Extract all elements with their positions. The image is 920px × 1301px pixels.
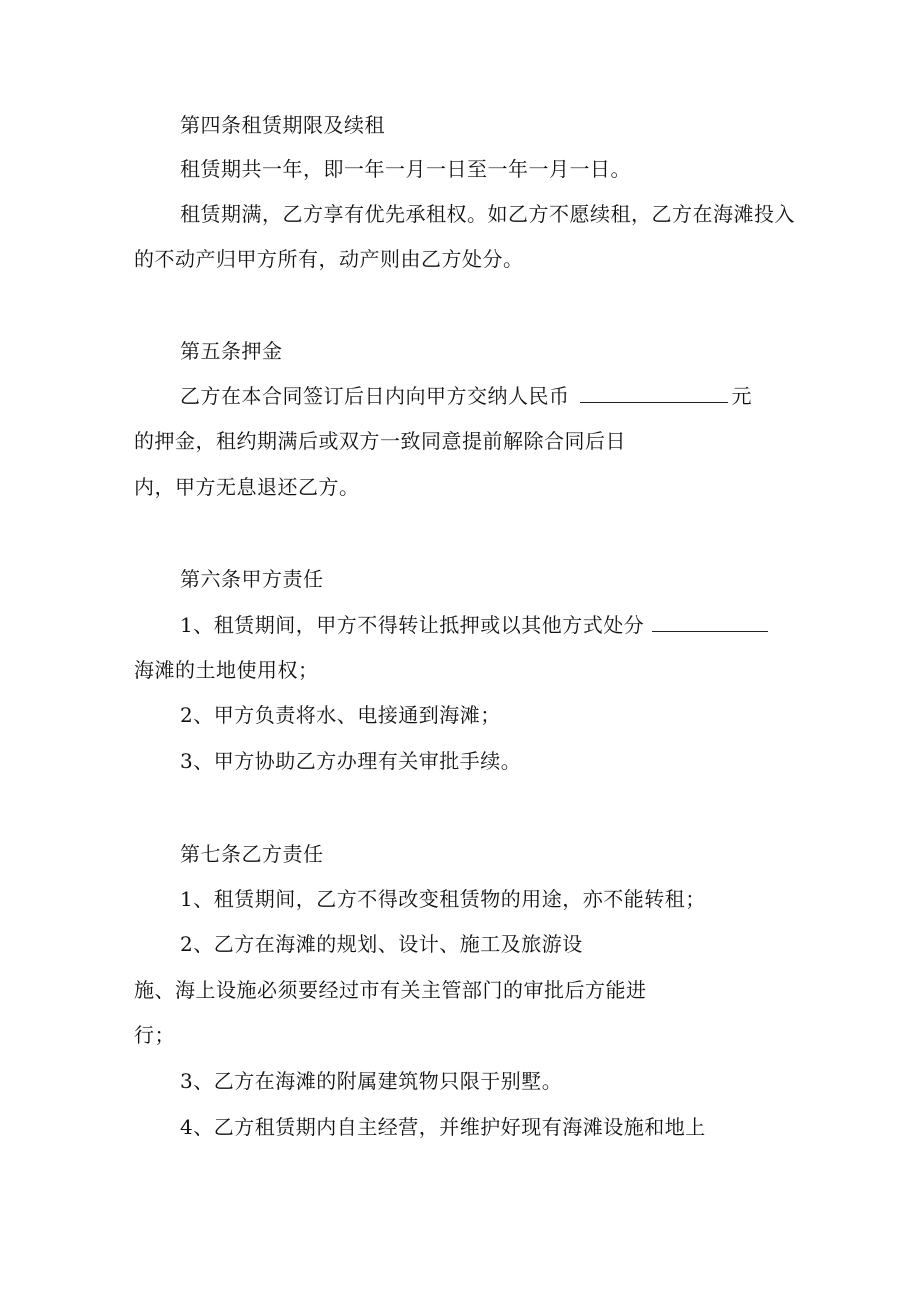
article7-item3: 3、乙方在海滩的附属建筑物只限于别墅。	[180, 1069, 563, 1093]
article6-heading: 第六条甲方责任	[180, 567, 324, 591]
article7-item1: 1、租赁期间，乙方不得改变租赁物的用途，亦不能转租；	[180, 887, 706, 911]
article5-paragraph1-line1	[180, 383, 752, 409]
beach-name-blank	[652, 615, 768, 632]
article4-paragraph2-line2: 的不动产归甲方所有，动产则由乙方处分。	[134, 247, 524, 271]
article5-paragraph1-line3: 内，甲方无息退还乙方。	[134, 475, 360, 499]
amount-blank	[580, 386, 728, 403]
article7-item2-line3: 行；	[134, 1023, 175, 1047]
article7-item4-line1: 4、乙方租赁期内自主经营，并维护好现有海滩设施和地上	[180, 1115, 706, 1139]
article5-unit: 元	[731, 384, 752, 408]
article7-heading: 第七条乙方责任	[180, 842, 324, 866]
article4-paragraph2-line1: 租赁期满，乙方享有优先承租权。如乙方不愿续租，乙方在海滩投入	[180, 202, 795, 226]
article7-item2-line2: 施、海上设施必须要经过市有关主管部门的审批后方能进	[134, 978, 647, 1002]
article7-item2-line1: 2、乙方在海滩的规划、设计、施工及旅游设	[180, 932, 583, 956]
article6-item1-line1	[180, 612, 768, 638]
article4-paragraph1: 租赁期共一年，即一年一月一日至一年一月一日。	[180, 157, 631, 181]
article6-item2: 2、甲方负责将水、电接通到海滩；	[180, 703, 501, 727]
article5-paragraph1-line2: 的押金，租约期满后或双方一致同意提前解除合同后日	[134, 429, 626, 453]
article6-item3: 3、甲方协助乙方办理有关审批手续。	[180, 749, 522, 773]
article5-paragraph1-text: 乙方在本合同签订后日内向甲方交纳人民币	[180, 384, 570, 408]
article6-item1-text: 1、租赁期间，甲方不得转让抵押或以其他方式处分	[180, 613, 645, 637]
article4-heading: 第四条租赁期限及续租	[180, 113, 385, 137]
article5-heading: 第五条押金	[180, 339, 283, 363]
article6-item1-line2: 海滩的土地使用权；	[134, 658, 319, 682]
